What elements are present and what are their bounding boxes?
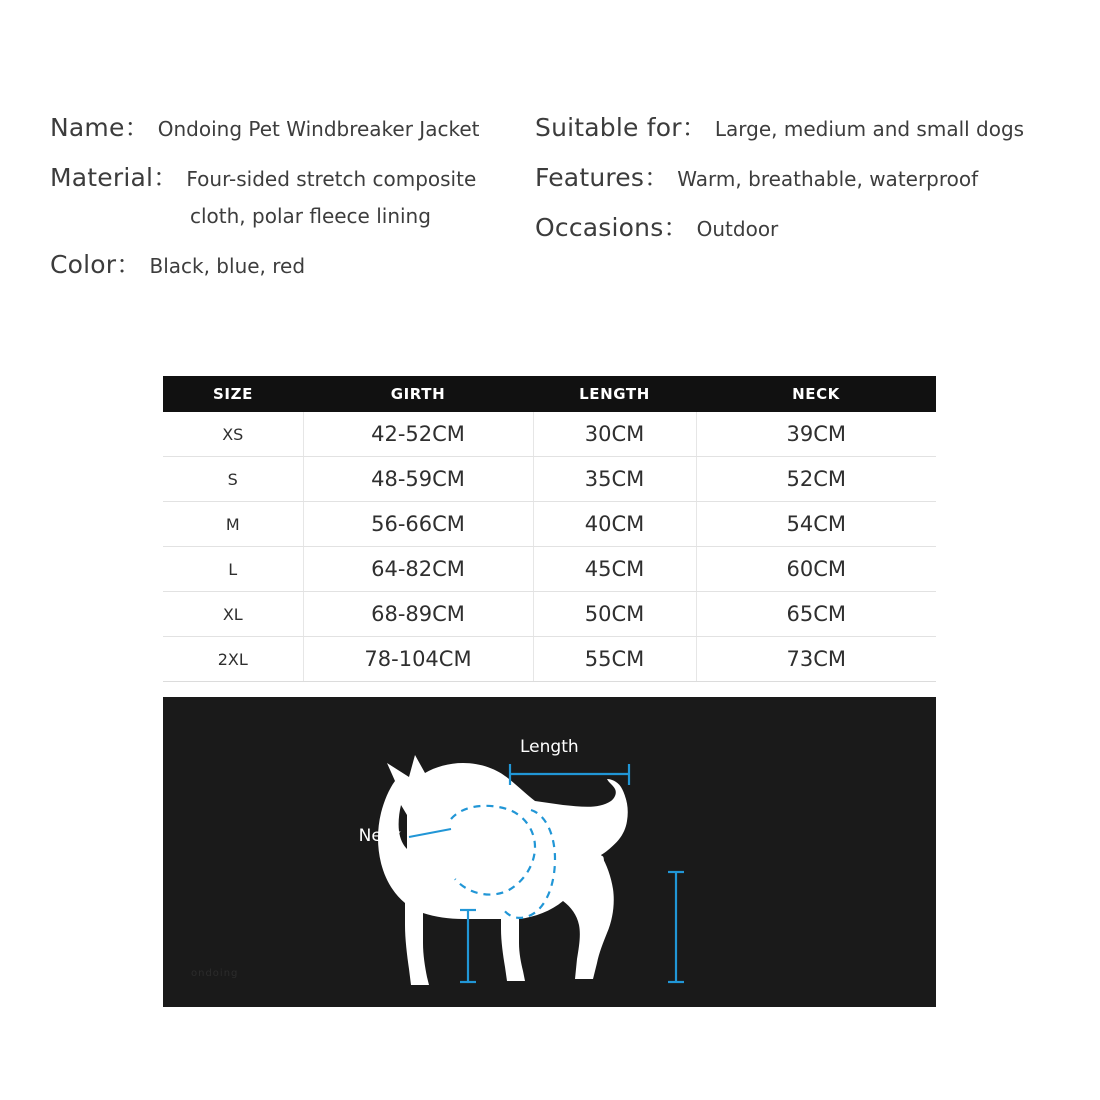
table-header-length: LENGTH — [533, 376, 696, 412]
cell-neck: 65CM — [696, 592, 936, 637]
spec-value-features: Warm, breathable, waterproof — [677, 167, 979, 191]
cell-length: 30CM — [533, 412, 696, 457]
cell-girth: 78-104CM — [303, 637, 533, 682]
spec-label-suitable-for: Suitable for： — [535, 113, 707, 142]
table-header-girth: GIRTH — [303, 376, 533, 412]
cell-girth: 56-66CM — [303, 502, 533, 547]
spec-value-color: Black, blue, red — [149, 254, 306, 278]
table-header-size: SIZE — [163, 376, 303, 412]
spec-label-material: Material： — [50, 163, 179, 192]
girth-label: Girth — [563, 850, 606, 870]
cell-girth: 42-52CM — [303, 412, 533, 457]
spec-row-features — [535, 158, 1075, 194]
spec-row-suitable-for — [535, 108, 1075, 144]
watermark: ondoing — [191, 968, 239, 979]
cell-size: L — [163, 547, 303, 592]
cell-girth: 68-89CM — [303, 592, 533, 637]
spec-row-name — [50, 108, 530, 144]
cell-size: XL — [163, 592, 303, 637]
cell-neck: 73CM — [696, 637, 936, 682]
spec-value-occasions: Outdoor — [696, 217, 779, 241]
size-chart-table — [163, 376, 936, 682]
spec-row-material-continued — [50, 202, 530, 231]
cell-length: 35CM — [533, 457, 696, 502]
length-label: Length — [520, 737, 579, 757]
dog-silhouette-icon — [378, 755, 628, 985]
spec-column-left — [50, 108, 530, 295]
spec-column-right — [535, 108, 1075, 258]
cell-neck: 60CM — [696, 547, 936, 592]
cell-length: 40CM — [533, 502, 696, 547]
spec-label-features: Features： — [535, 163, 670, 192]
cell-size: 2XL — [163, 637, 303, 682]
spec-label-name: Name： — [50, 113, 150, 142]
table-row — [163, 457, 936, 502]
cell-size: M — [163, 502, 303, 547]
cell-neck: 52CM — [696, 457, 936, 502]
cell-girth: 64-82CM — [303, 547, 533, 592]
cell-length: 55CM — [533, 637, 696, 682]
spec-label-occasions: Occasions： — [535, 213, 689, 242]
spec-value-suitable-for: Large, medium and small dogs — [714, 117, 1025, 141]
spec-row-occasions — [535, 208, 1075, 244]
table-row — [163, 502, 936, 547]
neck-label: Neck — [358, 826, 401, 846]
table-header-row — [163, 376, 936, 412]
cell-neck: 54CM — [696, 502, 936, 547]
cell-size: S — [163, 457, 303, 502]
cell-length: 50CM — [533, 592, 696, 637]
table-row — [163, 637, 936, 682]
spec-row-material — [50, 158, 530, 194]
spec-label-color: Color： — [50, 250, 142, 279]
table-header-neck: NECK — [696, 376, 936, 412]
spec-value-name: Ondoing Pet Windbreaker Jacket — [157, 117, 480, 141]
spec-value-material-line2: cloth, polar fleece lining — [190, 204, 431, 228]
spec-row-color — [50, 245, 530, 281]
cell-size: XS — [163, 412, 303, 457]
cell-length: 45CM — [533, 547, 696, 592]
product-spec-block — [0, 108, 1100, 338]
cell-neck: 39CM — [696, 412, 936, 457]
cell-girth: 48-59CM — [303, 457, 533, 502]
table-row — [163, 412, 936, 457]
table-row — [163, 592, 936, 637]
table-row — [163, 547, 936, 592]
measurement-diagram — [163, 697, 936, 1007]
spec-value-material: Four-sided stretch composite — [186, 167, 477, 191]
